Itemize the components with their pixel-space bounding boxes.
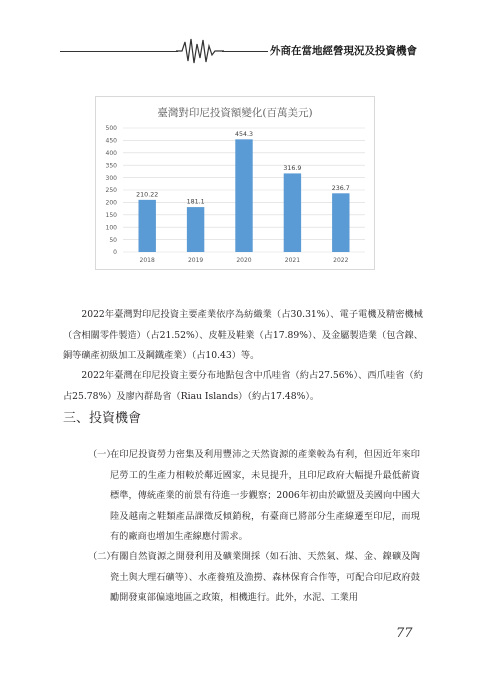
header-title: 外商在當地經營現況及投資機會 — [270, 45, 417, 57]
data-label: 181.1 — [186, 198, 205, 206]
running-header — [0, 30, 480, 70]
list-item-number: （二） — [88, 551, 116, 562]
y-tick-label: 450 — [105, 137, 117, 145]
bar-2020 — [235, 139, 252, 252]
bar-2019 — [187, 207, 204, 252]
y-tick-label: 200 — [105, 199, 117, 207]
paragraph-industries: 2022年臺灣對印尼投資主要產業依序為紡織業（占30.31%）、電子電機及精密機械（含相關零件製造）（占21.52%）、皮鞋及鞋業（占17.89%）、及金屬製造業（包含鎳、銅等礦產初級加工及鋼鐵產業）（占10.43）等。 — [63, 309, 423, 361]
investment-bar-chart — [95, 96, 375, 270]
y-tick-label: 400 — [105, 150, 117, 157]
x-tick-label: 2020 — [236, 257, 252, 264]
x-tick-label: 2022 — [333, 257, 349, 264]
chart-title: 臺灣對印尼投資額變化(百萬美元) — [157, 107, 313, 119]
section-title: 三、投資機會 — [63, 411, 142, 426]
data-label: 236.7 — [331, 184, 350, 192]
y-tick-label: 350 — [105, 162, 117, 170]
data-label: 454.3 — [234, 130, 254, 138]
page-number: 77 — [396, 626, 413, 641]
pulse-wave-icon — [176, 36, 224, 66]
x-tick-label: 2019 — [187, 257, 204, 264]
list-item-number: （一） — [88, 449, 116, 460]
y-tick-label: 50 — [109, 236, 117, 244]
list-item-text: 有關自然資源之開發利用及礦業開採（如石油、天然氣、煤、金、鎳礦及陶瓷土與大理石礦等）、水產養殖及漁撈、森林保育合作等，可配合印尼政府鼓勵開發東部偏遠地區之政策，相機進行。此外，水泥、工業用 — [110, 551, 420, 603]
y-tick-label: 500 — [105, 125, 117, 133]
x-tick-label: 2021 — [284, 257, 301, 264]
y-tick-label: 0 — [113, 249, 117, 257]
bar-2018 — [138, 200, 155, 252]
y-tick-label: 100 — [105, 224, 117, 232]
x-tick-label: 2018 — [139, 257, 155, 264]
y-tick-label: 250 — [105, 187, 117, 195]
data-label: 316.9 — [283, 164, 302, 172]
data-label: 210.22 — [136, 191, 159, 199]
y-tick-label: 150 — [105, 212, 117, 219]
bar-2021 — [284, 173, 301, 252]
header-rule-right — [222, 51, 268, 52]
header-rule-left — [60, 51, 178, 52]
paragraph-locations: 2022年臺灣在印尼投資主要分布地點包含中爪哇省（約占27.56%）、西爪哇省（約占25.78%）及廖內群島省（Riau Islands）（約占17.48%）。 — [63, 370, 423, 402]
list-item-text: 在印尼投資勞力密集及利用豐沛之天然資源的產業較為有利，但因近年來印尼勞工的生產力相較於鄰近國家，未見提升，且印尼政府大幅提升最低薪資標準，傳統產業的前景有待進一步觀察；2006年初由於歐盟及美國向中國大陸及越南之鞋類產品課徵反傾銷稅，有臺商已將部分生產線遷至印尼，而現有的廠商也增加生產線應付需求。 — [110, 449, 420, 542]
bar-2022 — [332, 193, 349, 252]
y-tick-label: 300 — [105, 174, 117, 182]
